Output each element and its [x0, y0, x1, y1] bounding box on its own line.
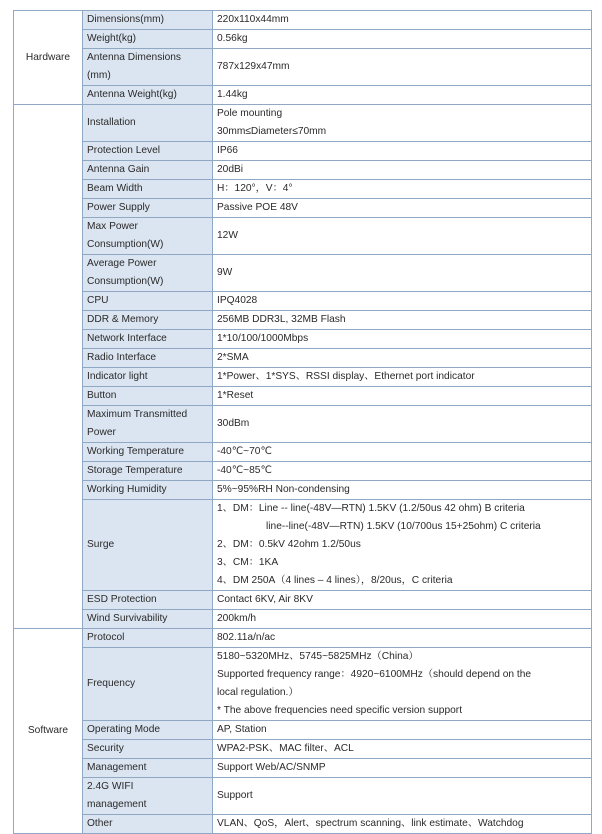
table-row [14, 648, 592, 721]
spec-name-cell [83, 292, 213, 311]
spec-name-line: Indicator light [87, 371, 148, 382]
spec-value-line: 256MB DDR3L, 32MB Flash [217, 314, 346, 325]
spec-name-cell [83, 218, 213, 255]
spec-name-line: Radio Interface [87, 352, 157, 363]
spec-value-cell [213, 648, 592, 721]
spec-name-line: Power Supply [87, 202, 150, 213]
table-row [14, 142, 592, 161]
spec-name-cell [83, 629, 213, 648]
spec-value-line: -40℃~70℃ [217, 446, 272, 457]
table-row [14, 199, 592, 218]
spec-value-cell [213, 11, 592, 30]
spec-name-cell [83, 481, 213, 500]
spec-name-cell [83, 311, 213, 330]
spec-value-line: Support [217, 790, 253, 801]
spec-name-line: Protocol [87, 632, 125, 643]
spec-name-line: Maximum Transmitted [87, 409, 188, 420]
table-row [14, 330, 592, 349]
spec-value-cell [213, 815, 592, 834]
spec-value-line: 1、DM：Line -- line(-48V—RTN) 1.5KV (1.2/50us 42 ohm) B criteria [217, 503, 525, 514]
spec-name-line: Other [87, 818, 113, 829]
spec-value-cell [213, 86, 592, 105]
spec-value-line: * The above frequencies need specific version support [217, 705, 463, 716]
spec-name-cell [83, 591, 213, 610]
spec-value-cell [213, 199, 592, 218]
table-row [14, 406, 592, 443]
spec-name-line: Antenna Gain [87, 164, 150, 175]
table-row [14, 11, 592, 30]
table-row [14, 292, 592, 311]
spec-value-line: H：120°，V：4° [217, 183, 293, 194]
spec-name-cell [83, 180, 213, 199]
spec-name-line: Storage Temperature [87, 465, 183, 476]
spec-name-line: Surge [87, 539, 115, 550]
spec-name-cell [83, 30, 213, 49]
spec-name-line: Max Power [87, 221, 138, 232]
spec-name-cell [83, 330, 213, 349]
spec-name-line: Antenna Dimensions [87, 52, 182, 63]
table-row [14, 462, 592, 481]
spec-value-cell [213, 218, 592, 255]
spec-value-cell [213, 330, 592, 349]
spec-value-line: 4、DM 250A（4 lines – 4 lines），8/20us，C criteria [217, 575, 453, 586]
spec-name-line: Protection Level [87, 145, 161, 156]
spec-value-cell [213, 778, 592, 815]
table-row [14, 815, 592, 834]
spec-table [13, 10, 592, 834]
spec-name-line: Working Temperature [87, 446, 185, 457]
spec-value-cell [213, 255, 592, 292]
spec-value-cell [213, 311, 592, 330]
category-cell: Hardware [14, 11, 83, 105]
spec-name-cell [83, 759, 213, 778]
spec-value-line: 1*10/100/1000Mbps [217, 333, 309, 344]
table-row [14, 721, 592, 740]
spec-name-line: Network Interface [87, 333, 167, 344]
spec-value-line: Contact 6KV, Air 8KV [217, 594, 313, 605]
spec-name-cell [83, 443, 213, 462]
spec-name-cell [83, 368, 213, 387]
spec-value-line: 802.11a/n/ac [217, 632, 276, 643]
spec-name-line: 2.4G WIFI [87, 781, 134, 792]
spec-value-line: Passive POE 48V [217, 202, 298, 213]
table-row [14, 255, 592, 292]
spec-value-line: Pole mounting [217, 108, 283, 119]
spec-name-cell [83, 86, 213, 105]
spec-value-cell [213, 500, 592, 591]
spec-value-line: 2、DM：0.5kV 42ohm 1.2/50us [217, 539, 361, 550]
spec-value-cell [213, 759, 592, 778]
spec-name-line: Button [87, 390, 117, 401]
spec-name-cell [83, 161, 213, 180]
spec-name-cell [83, 406, 213, 443]
spec-value-line: 9W [217, 267, 233, 278]
spec-value-line: Supported frequency range：4920~6100MHz（should depend on the [217, 669, 532, 680]
table-row [14, 49, 592, 86]
spec-value-cell [213, 721, 592, 740]
spec-value-line: 5180~5320MHz、5745~5825MHz（China） [217, 651, 419, 662]
table-row [14, 368, 592, 387]
table-row [14, 759, 592, 778]
spec-value-line: AP, Station [217, 724, 267, 735]
table-row [14, 740, 592, 759]
spec-value-line: 20dBi [217, 164, 244, 175]
spec-name-line: Operating Mode [87, 724, 161, 735]
spec-name-cell [83, 49, 213, 86]
spec-name-line: ESD Protection [87, 594, 157, 605]
spec-name-cell [83, 105, 213, 142]
spec-value-cell [213, 292, 592, 311]
table-row [14, 105, 592, 142]
spec-name-cell [83, 349, 213, 368]
spec-value-line: 12W [217, 230, 238, 241]
spec-value-line: 1*Reset [217, 390, 254, 401]
table-row [14, 610, 592, 629]
spec-name-line: Frequency [87, 678, 136, 689]
spec-name-cell [83, 255, 213, 292]
spec-name-line: Installation [87, 117, 136, 128]
spec-table-body [14, 11, 592, 834]
spec-value-cell [213, 368, 592, 387]
category-cell [14, 105, 83, 629]
spec-value-cell [213, 406, 592, 443]
table-row [14, 591, 592, 610]
spec-name-line: (mm) [87, 70, 111, 81]
spec-name-line: Management [87, 762, 147, 773]
spec-value-cell [213, 591, 592, 610]
spec-value-cell [213, 387, 592, 406]
spec-name-line: CPU [87, 295, 109, 306]
spec-value-cell [213, 462, 592, 481]
spec-value-cell [213, 105, 592, 142]
table-row [14, 30, 592, 49]
spec-value-line: IPQ4028 [217, 295, 258, 306]
spec-name-line: Weight(kg) [87, 33, 137, 44]
spec-value-cell [213, 142, 592, 161]
spec-value-line: 1.44kg [217, 89, 248, 100]
spec-value-line: IP66 [217, 145, 238, 156]
spec-name-cell [83, 815, 213, 834]
spec-value-cell [213, 629, 592, 648]
spec-value-line: Support Web/AC/SNMP [217, 762, 326, 773]
spec-value-line: VLAN、QoS，Alert、spectrum scanning、link estimate、Watchdog [217, 818, 524, 829]
spec-name-line: Antenna Weight(kg) [87, 89, 177, 100]
spec-name-cell [83, 778, 213, 815]
table-row [14, 180, 592, 199]
spec-name-cell [83, 500, 213, 591]
spec-value-line: 1*Power、1*SYS、RSSI display、Ethernet port indicator [217, 371, 475, 382]
spec-name-cell [83, 610, 213, 629]
spec-value-line: -40℃~85℃ [217, 465, 272, 476]
spec-value-cell [213, 481, 592, 500]
spec-value-cell [213, 161, 592, 180]
spec-name-cell [83, 648, 213, 721]
table-row [14, 86, 592, 105]
spec-name-line: management [87, 799, 147, 810]
spec-name-line: Power [87, 427, 116, 438]
spec-name-line: Average Power [87, 258, 157, 269]
spec-value-cell [213, 740, 592, 759]
table-row [14, 500, 592, 591]
spec-value-line: 3、CM：1KA [217, 557, 279, 568]
spec-value-line: 5%~95%RH Non-condensing [217, 484, 350, 495]
spec-value-line: WPA2-PSK、MAC filter、ACL [217, 743, 354, 754]
spec-value-line: 220x110x44mm [217, 14, 289, 25]
spec-name-cell [83, 11, 213, 30]
spec-value-cell [213, 349, 592, 368]
spec-name-line: Security [87, 743, 124, 754]
spec-value-line: local regulation.） [217, 687, 299, 698]
spec-value-line: 2*SMA [217, 352, 249, 363]
spec-name-cell [83, 740, 213, 759]
table-row [14, 161, 592, 180]
spec-name-cell [83, 199, 213, 218]
spec-value-line: 30mm≤Diameter≤70mm [217, 126, 327, 137]
spec-name-line: Beam Width [87, 183, 143, 194]
spec-value-line: line--line(-48V—RTN) 1.5KV (10/700us 15+25ohm) C criteria [266, 521, 541, 532]
spec-name-cell [83, 142, 213, 161]
spec-name-cell [83, 721, 213, 740]
spec-value-line: 787x129x47mm [217, 61, 290, 72]
table-row [14, 218, 592, 255]
spec-value-cell [213, 49, 592, 86]
spec-name-line: DDR & Memory [87, 314, 159, 325]
category-cell: Software [14, 629, 83, 834]
spec-value-cell [213, 443, 592, 462]
spec-name-line: Consumption(W) [87, 239, 164, 250]
spec-value-cell [213, 180, 592, 199]
spec-name-cell [83, 462, 213, 481]
spec-value-line: 200km/h [217, 613, 257, 624]
table-row [14, 778, 592, 815]
table-row [14, 349, 592, 368]
spec-value-line: 30dBm [217, 418, 250, 429]
spec-value-cell [213, 610, 592, 629]
spec-value-cell [213, 30, 592, 49]
spec-name-line: Working Humidity [87, 484, 167, 495]
table-row [14, 311, 592, 330]
table-row [14, 481, 592, 500]
table-row [14, 443, 592, 462]
spec-name-cell [83, 387, 213, 406]
table-row [14, 629, 592, 648]
spec-value-line: 0.56kg [217, 33, 248, 44]
spec-name-line: Consumption(W) [87, 276, 164, 287]
table-row [14, 387, 592, 406]
spec-name-line: Wind Survivability [87, 613, 168, 624]
spec-name-line: Dimensions(mm) [87, 14, 164, 25]
